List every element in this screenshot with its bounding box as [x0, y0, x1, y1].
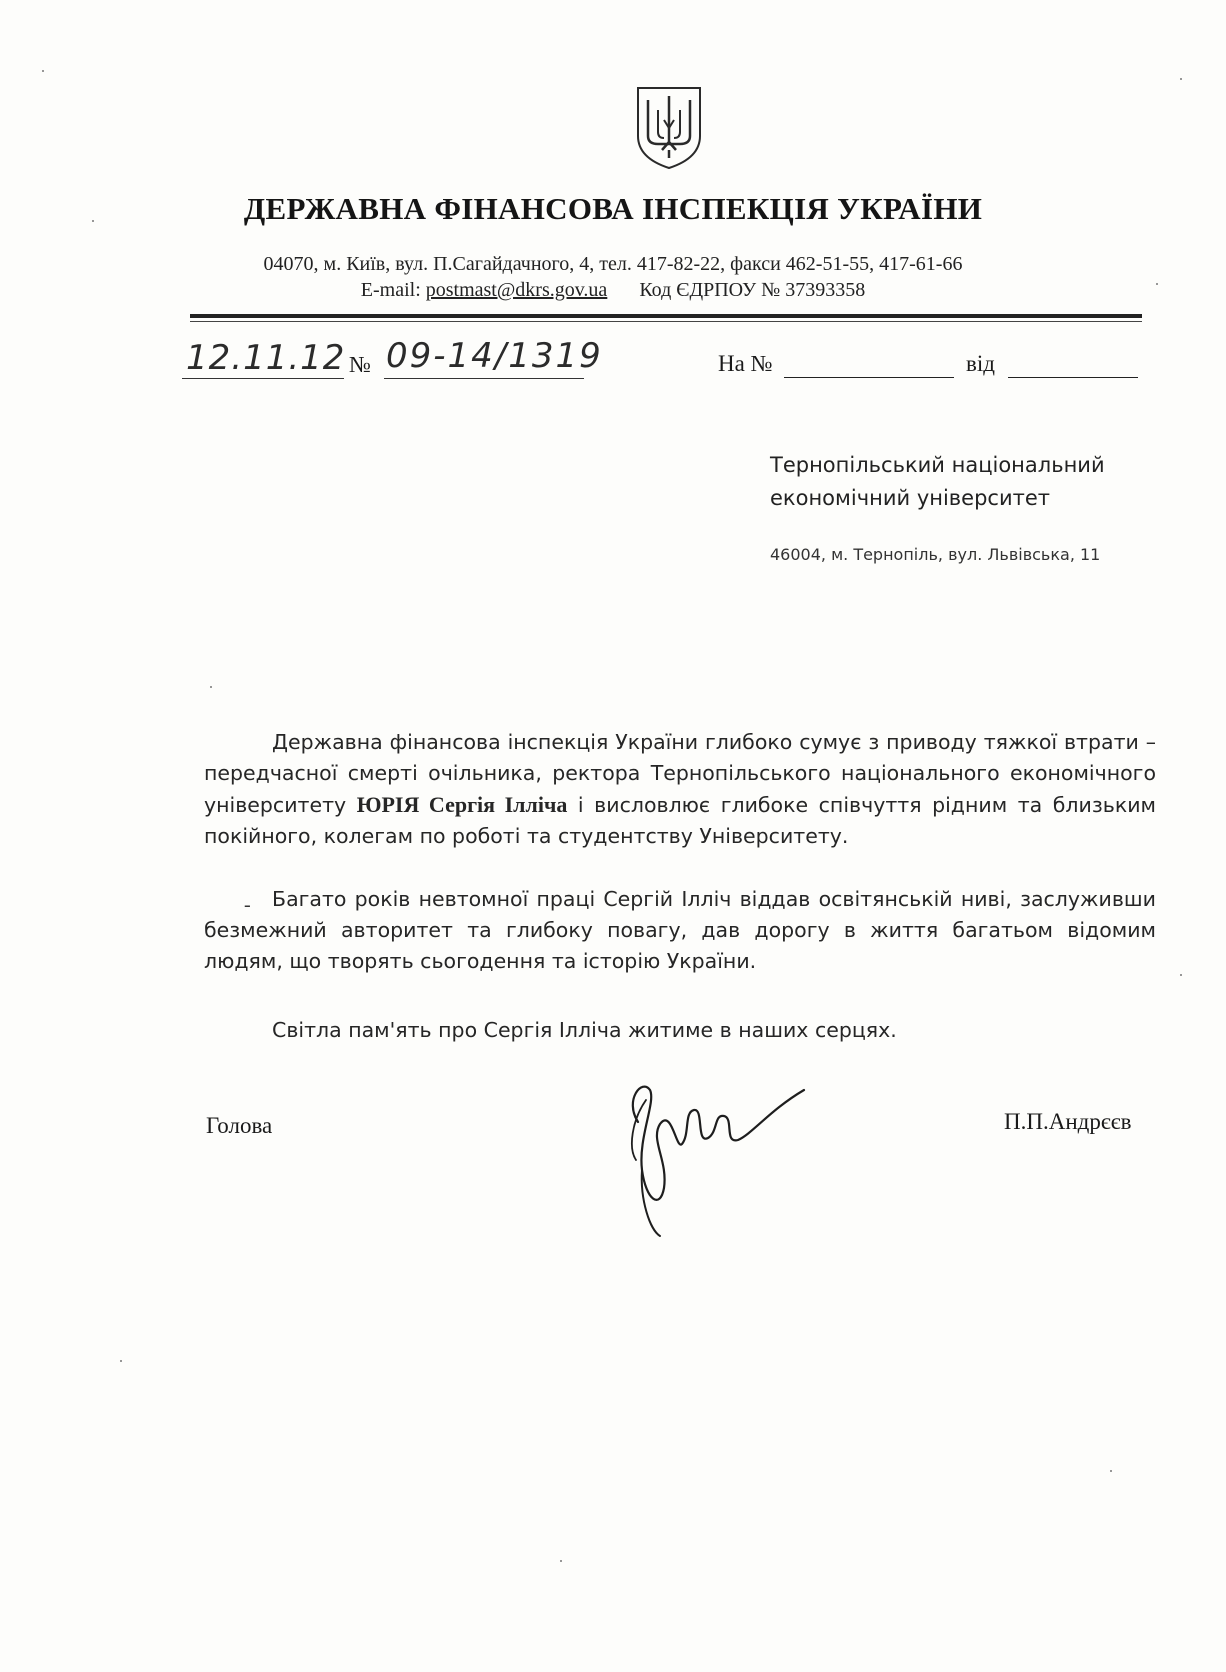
- letterhead-divider-thin: [190, 321, 1142, 322]
- email-label: E-mail:: [360, 279, 421, 301]
- scan-speck: [1180, 78, 1182, 80]
- body-paragraph-3: Світла пам'ять про Сергія Ілліча житиме в наших серцях.: [272, 1018, 897, 1042]
- edrpou-code: Код ЄДРПОУ № 37393358: [639, 279, 866, 301]
- reference-blank: [784, 377, 954, 378]
- paragraph-1-part-1: Державна фінансова інспекція України глибоко сумує з приводу тяжкої втрати – передчасної смерті очільника, ректора Тернопільського національного економічного університету: [204, 730, 1156, 817]
- organization-address: 04070, м. Київ, вул. П.Сагайдачного, 4, тел. 417-82-22, факси 462-51-55, 417-61-66: [263, 253, 963, 275]
- paragraph-1-part-2: і висловлює глибоке співчуття рідним та близьким покійного, колегам по роботі та студентству Університету.: [204, 793, 1156, 848]
- scan-speck: [120, 1360, 122, 1362]
- signatory-position: Голова: [206, 1113, 273, 1138]
- tryzub-coat-of-arms-icon: [634, 84, 704, 170]
- body-paragraph-2: [204, 884, 1156, 977]
- date-underline: [182, 378, 344, 379]
- body-paragraph-1: [204, 727, 1156, 852]
- deceased-name: ЮРІЯ Сергія Ілліча: [356, 792, 568, 817]
- scan-speck: [1110, 1470, 1112, 1472]
- margin-mark: -: [244, 894, 251, 916]
- number-underline: [384, 378, 584, 379]
- handwritten-signature: [620, 1060, 810, 1240]
- organization-contacts: [0, 279, 1226, 302]
- scan-speck: [560, 1560, 562, 1562]
- scan-speck: [42, 70, 44, 72]
- scan-speck: [210, 686, 212, 688]
- recipient-block: [770, 449, 1105, 515]
- reference-label: На №: [718, 351, 773, 376]
- recipient-address: 46004, м. Тернопіль, вул. Львівська, 11: [770, 545, 1101, 564]
- scan-speck: [92, 220, 94, 222]
- scan-speck: [1156, 283, 1158, 285]
- recipient-name-line1: Тернопільський національний: [770, 453, 1105, 477]
- from-blank: [1008, 377, 1138, 378]
- letterhead-divider-thick: [190, 314, 1142, 318]
- outgoing-number: 09-14/1319: [386, 336, 603, 376]
- number-sign: №: [349, 352, 371, 377]
- from-label: від: [966, 351, 995, 376]
- outgoing-date: 12.11.12: [186, 338, 346, 378]
- recipient-name-line2: економічний університет: [770, 486, 1051, 510]
- signatory-name: П.П.Андрєєв: [1004, 1109, 1132, 1134]
- paragraph-2-text: Багато років невтомної праці Сергій Ілліч віддав освітянській ниві, заслуживши безмежний авторитет та глибоку повагу, дав дорогу в життя багатьом відомим людям, що творять сьогодення та історію України.: [204, 887, 1156, 973]
- scan-speck: [1180, 974, 1182, 976]
- organization-name: ДЕРЖАВНА ФІНАНСОВА ІНСПЕКЦІЯ УКРАЇНИ: [243, 191, 983, 226]
- email-link[interactable]: postmast@dkrs.gov.ua: [425, 279, 608, 301]
